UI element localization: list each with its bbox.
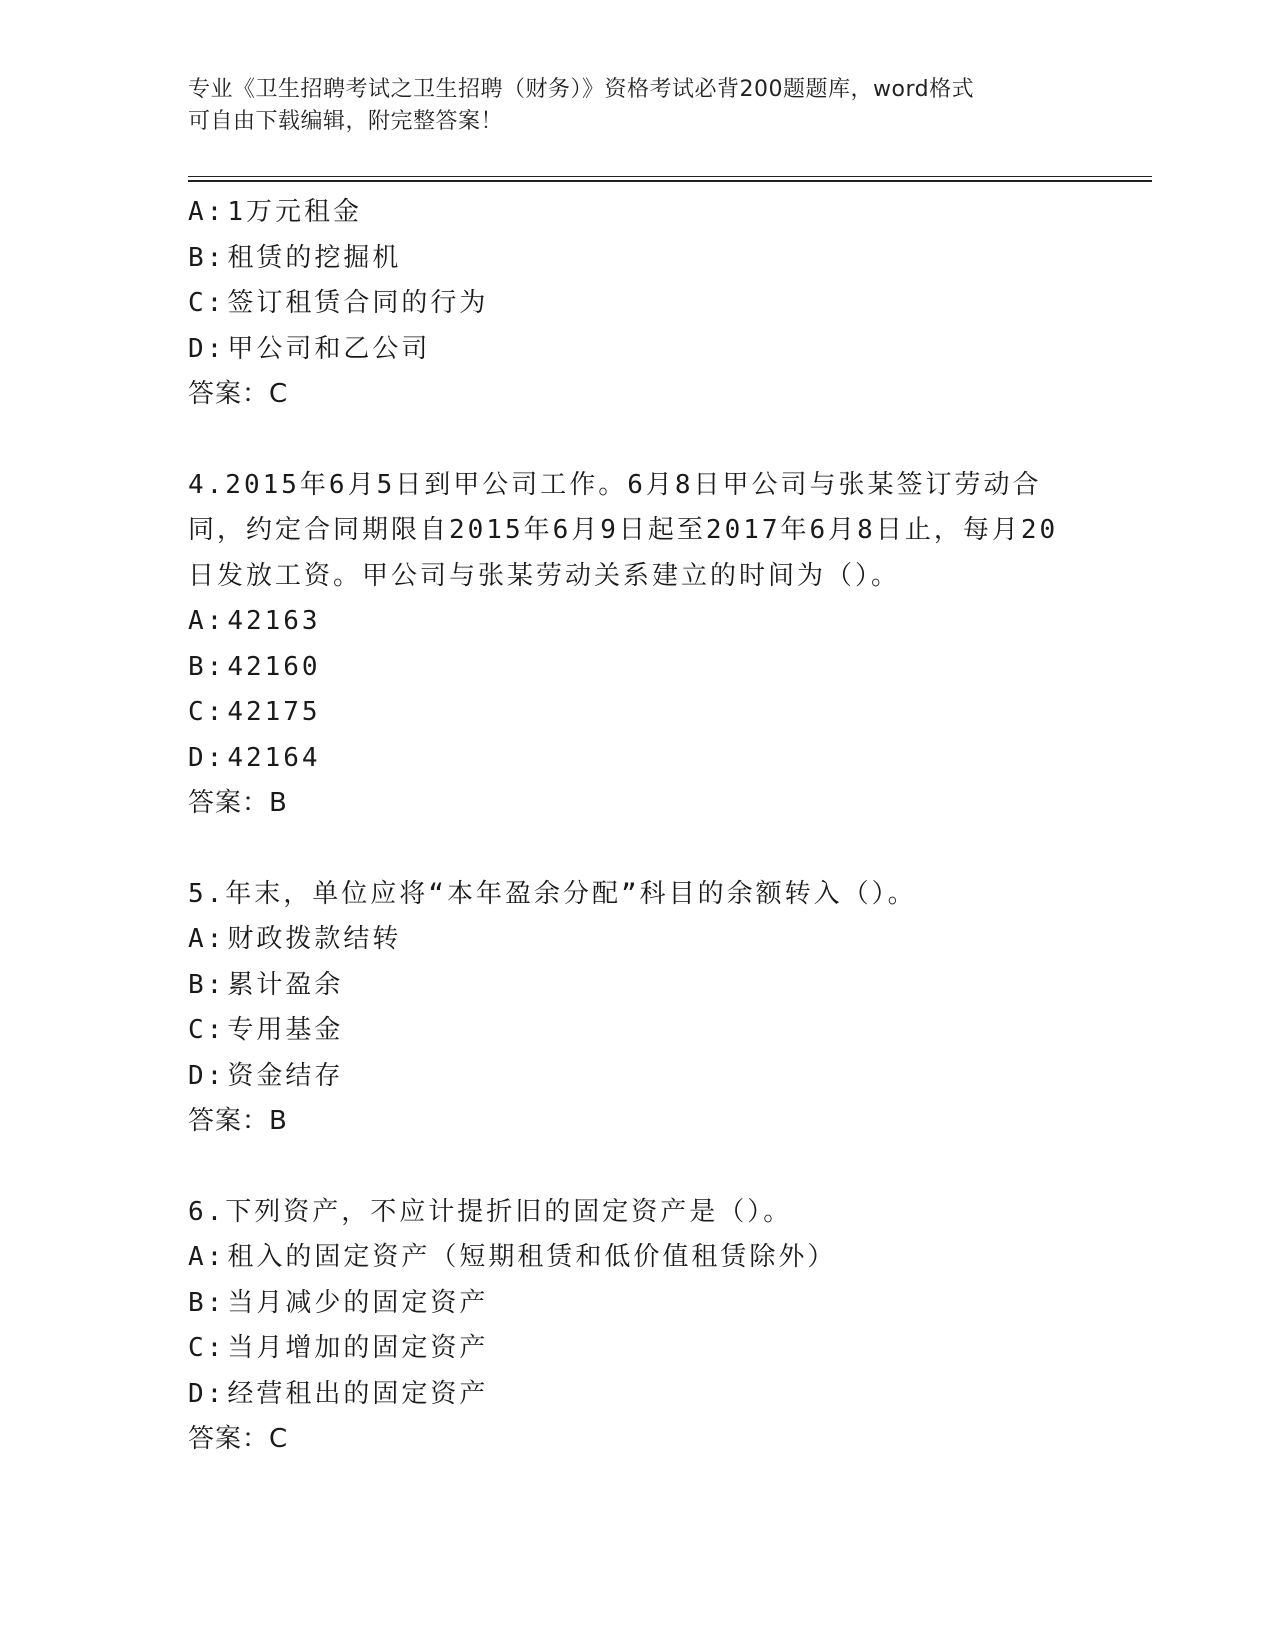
answer-label: 答案：B (188, 1106, 288, 1136)
option-c: C:签订租赁合同的行为 (188, 288, 489, 318)
header-divider-thin (188, 176, 1152, 177)
option-d: D:甲公司和乙公司 (188, 333, 431, 364)
option-c: C:42175 (188, 697, 321, 727)
option-a: A:1万元租金 (188, 197, 362, 227)
question-6 (188, 1190, 1078, 1463)
header-divider-thick (188, 180, 1152, 182)
question-stem: 6.下列资产，不应计提折旧的固定资产是（）。 (188, 1196, 793, 1227)
option-b: B:租赁的挖掘机 (188, 242, 402, 273)
answer-label: 答案：C (188, 379, 289, 409)
option-d: D:经营租出的固定资产 (188, 1378, 489, 1409)
answer-label: 答案：C (188, 1424, 289, 1454)
question-list (188, 190, 1078, 1463)
question-5 (188, 872, 1078, 1145)
question-stem: 5.年末，单位应将“本年盈余分配”科目的余额转入（）。 (188, 878, 917, 909)
option-d: D:资金结存 (188, 1060, 344, 1091)
option-b: B:当月减少的固定资产 (188, 1287, 489, 1318)
option-a: A:租入的固定资产（短期租赁和低价值租赁除外） (188, 1242, 837, 1272)
header-title-line-2: 可自由下载编辑，附完整答案！ (188, 109, 504, 134)
option-d: D:42164 (188, 742, 321, 773)
option-c: C:专用基金 (188, 1015, 344, 1045)
header-title-line-1: 专业《卫生招聘考试之卫生招聘（财务）》资格考试必背200题题库，word格式 (188, 77, 975, 102)
option-a: A:42163 (188, 606, 321, 636)
option-c: C:当月增加的固定资产 (188, 1333, 489, 1363)
question-stem: 4.2015年6月5日到甲公司工作。6月8日甲公司与张某签订劳动合同，约定合同期限自2015年6月9日起至2017年6月8日止，每月20日发放工资。甲公司与张某劳动关系建立的时间为（）。 (188, 469, 1059, 591)
answer-label: 答案：B (188, 788, 288, 818)
option-a: A:财政拨款结转 (188, 924, 402, 954)
question-4 (188, 463, 1078, 827)
option-b: B:累计盈余 (188, 969, 344, 1000)
document-header (188, 74, 1068, 138)
option-b: B:42160 (188, 651, 321, 682)
question-3 (188, 190, 1078, 418)
